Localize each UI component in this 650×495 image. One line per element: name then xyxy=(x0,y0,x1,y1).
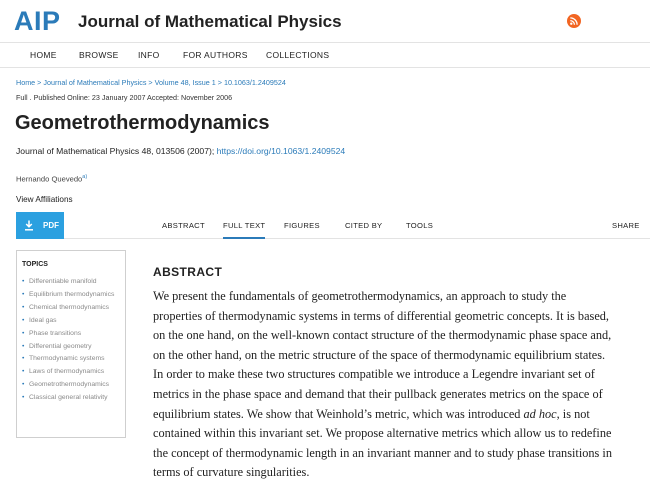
author[interactable] xyxy=(16,172,87,185)
topic-item[interactable]: • Ideal gas xyxy=(22,315,125,328)
pdf-label: PDF xyxy=(43,221,59,230)
breadcrumb[interactable]: Home > Journal of Mathematical Physics > Volume 48, Issue 1 > 10.1063/1.2409524 xyxy=(16,78,286,87)
journal-title[interactable]: Journal of Mathematical Physics xyxy=(78,12,342,31)
topic-item[interactable]: • Phase transitions xyxy=(22,328,125,341)
topic-item[interactable]: • Differentiable manifold xyxy=(22,276,125,289)
article-tabbar xyxy=(16,212,650,239)
article-title: Geometrothermodynamics xyxy=(15,112,270,134)
main-nav xyxy=(0,42,650,68)
nav-browse[interactable]: BROWSE xyxy=(79,50,119,60)
topic-item[interactable]: • Differential geometry xyxy=(22,341,125,354)
nav-home[interactable]: HOME xyxy=(30,50,57,60)
pdf-button[interactable] xyxy=(16,212,64,239)
nav-collections[interactable]: COLLECTIONS xyxy=(266,50,330,60)
tab-tools[interactable]: TOOLS xyxy=(406,221,434,230)
topics-heading: TOPICS xyxy=(22,261,48,268)
aip-logo[interactable]: AIP xyxy=(14,6,61,36)
tab-full-text[interactable]: FULL TEXT xyxy=(223,221,265,239)
topics-box xyxy=(16,250,126,438)
abstract-heading: ABSTRACT xyxy=(153,265,223,279)
publication-meta: Full . Published Online: 23 January 2007 Accepted: November 2006 xyxy=(16,93,233,102)
nav-info[interactable]: INFO xyxy=(138,50,160,60)
abstract-text xyxy=(153,287,613,483)
abstract-text-part1: We present the fundamentals of geometrothermodynamics, an approach to study the properties of thermodynamic systems in terms of differential geometric concepts. It is based, on the one hand, on the well-known contact structure of the thermodynamic phase space and, on the other hand, on the metric structure of the space of thermodynamic equilibrium states. In order to make these two structures compatible we introduce a Legendre invariant set of metrics in the phase space and demand that their pullback generates metrics on the space of equilibrium states. We show that Weinhold’s metric, which was introduced xyxy=(153,289,612,421)
topic-item[interactable]: • Thermodynamic systems xyxy=(22,353,125,366)
rss-icon[interactable] xyxy=(567,14,581,28)
topic-item[interactable]: • Equilibrium thermodynamics xyxy=(22,289,125,302)
tab-share[interactable]: SHARE xyxy=(612,221,640,230)
citation-text: Journal of Mathematical Physics 48, 013506 (2007); xyxy=(16,146,217,156)
view-affiliations-link[interactable]: View Affiliations xyxy=(16,195,73,204)
site-header xyxy=(0,0,650,42)
abstract-text-part2: , is not contained within this invariant set. We propose alternative metrics which allow us to redefine the concept of thermodynamic length in an invariant manner and to study phase transitions in terms of curvature singularities. xyxy=(153,406,612,480)
citation xyxy=(16,145,345,157)
tab-cited-by[interactable]: CITED BY xyxy=(345,221,383,230)
doi-link[interactable]: https://doi.org/10.1063/1.2409524 xyxy=(216,146,346,156)
topics-list xyxy=(22,276,125,405)
topic-item[interactable]: • Classical general relativity xyxy=(22,392,125,405)
nav-for-authors[interactable]: FOR AUTHORS xyxy=(183,50,248,60)
topic-item[interactable]: • Geometrothermodynamics xyxy=(22,379,125,392)
tab-figures[interactable]: FIGURES xyxy=(284,221,320,230)
download-icon xyxy=(24,220,34,231)
author-name[interactable]: Hernando Quevedo xyxy=(16,174,83,184)
topic-item[interactable]: • Laws of thermodynamics xyxy=(22,366,125,379)
tab-abstract[interactable]: ABSTRACT xyxy=(162,221,205,230)
topic-item[interactable]: • Chemical thermodynamics xyxy=(22,302,125,315)
author-affiliation-marker[interactable]: a) xyxy=(82,174,88,180)
abstract-italic: ad hoc xyxy=(523,406,557,421)
